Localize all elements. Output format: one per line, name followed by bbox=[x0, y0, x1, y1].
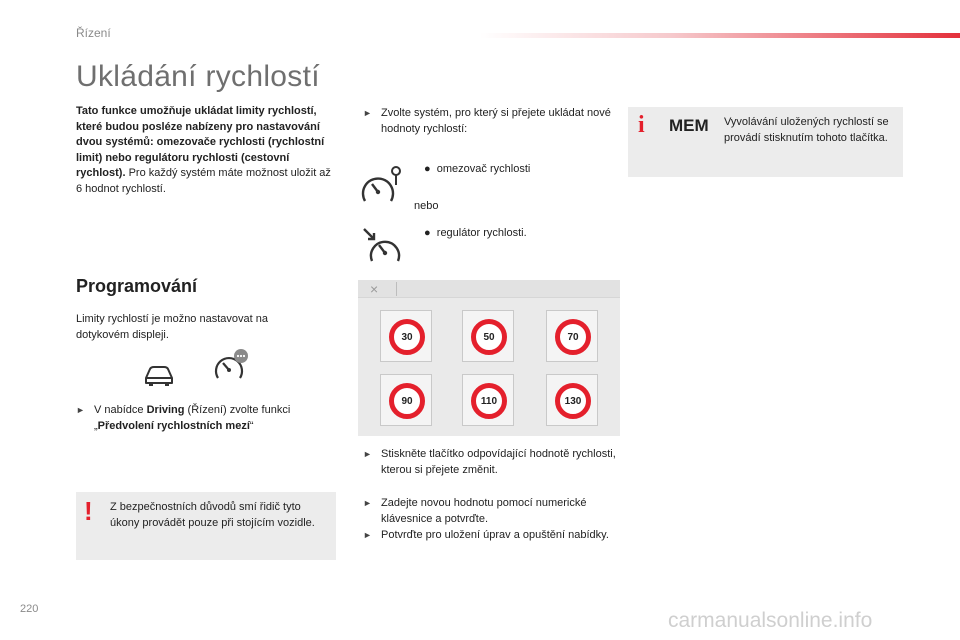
page-number: 220 bbox=[20, 603, 39, 615]
speed-sign-icon bbox=[471, 319, 507, 355]
page-title: Ukládání rychlostí bbox=[76, 60, 320, 93]
intro-paragraph bbox=[76, 104, 336, 198]
step-confirm bbox=[363, 528, 618, 544]
warning-text: Z bezpečnostních důvodů smí řidič tyto úkony provádět pouze při stojícím vozidle. bbox=[110, 501, 315, 529]
speed-preset-button[interactable] bbox=[380, 374, 432, 426]
car-driving-icon bbox=[142, 362, 176, 388]
intro-bold-text: Tato funkce umožňuje ukládat limity rychlostí, které budou posléze nabízeny pro nastavování dvou systémů: omezovače rychlosti (rychlostní limit) nebo regulátoru rychlosti (cestovní rychlost). bbox=[76, 105, 325, 180]
header-rule bbox=[480, 33, 960, 38]
speed-value: 70 bbox=[567, 331, 579, 343]
speed-presets-icon bbox=[212, 348, 252, 384]
section-label: Řízení bbox=[76, 26, 111, 40]
screen-toolbar bbox=[358, 280, 620, 298]
speed-preset-button[interactable] bbox=[462, 374, 514, 426]
step1-mid: (Řízení) zvolte funkci „ bbox=[94, 404, 291, 432]
step-select-text: Zvolte systém, pro který si přejete ukládat nové hodnoty rychlostí: bbox=[381, 107, 611, 135]
toolbar-divider bbox=[396, 282, 397, 296]
step-driving-menu bbox=[76, 403, 336, 434]
arrow-icon: ► bbox=[363, 498, 372, 508]
step-enter-value bbox=[363, 496, 618, 527]
warning-icon: ! bbox=[84, 496, 93, 526]
step-enter-text: Zadejte novou hodnotu pomocí numerické klávesnice a potvrďte. bbox=[381, 497, 587, 525]
option-cruise-label: regulátor rychlosti. bbox=[436, 227, 527, 239]
speed-preset-button[interactable] bbox=[462, 310, 514, 362]
speed-value: 90 bbox=[401, 395, 413, 407]
programming-heading: Programování bbox=[76, 276, 198, 296]
arrow-icon: ► bbox=[76, 405, 85, 415]
speed-sign-icon bbox=[555, 383, 591, 419]
speed-value: 130 bbox=[564, 395, 582, 407]
speed-sign-icon bbox=[389, 383, 425, 419]
speed-preset-button[interactable] bbox=[546, 374, 598, 426]
step1-function: Předvolení rychlostních mezí bbox=[97, 419, 250, 432]
info-text: Vyvolávání uložených rychlostí se provádí stisknutím tohoto tlačítka. bbox=[724, 116, 889, 144]
intro-normal-text: Pro každý systém máte možnost uložit až 6 hodnot rychlostí. bbox=[76, 167, 331, 195]
bullet-icon: ● bbox=[424, 227, 431, 239]
option-cruise bbox=[424, 227, 527, 239]
programming-text: Limity rychlostí je možno nastavovat na dotykovém displeji. bbox=[76, 313, 268, 341]
speed-value: 30 bbox=[401, 331, 413, 343]
mem-button-icon: MEM bbox=[669, 116, 709, 135]
step-press-text: Stiskněte tlačítko odpovídající hodnotě rychlosti, kterou si přejete změnit. bbox=[381, 448, 616, 476]
speed-preset-button[interactable] bbox=[546, 310, 598, 362]
step1-driving: Driving bbox=[146, 404, 185, 416]
option-limiter bbox=[424, 163, 530, 175]
arrow-icon: ► bbox=[363, 530, 372, 540]
cruise-control-icon bbox=[360, 225, 408, 265]
speed-value: 110 bbox=[480, 395, 498, 407]
or-text: nebo bbox=[414, 200, 439, 212]
safety-warning-box bbox=[76, 492, 336, 560]
step1-prefix: V nabídce bbox=[94, 404, 147, 416]
speed-sign-icon bbox=[555, 319, 591, 355]
step-press-button bbox=[363, 447, 618, 478]
close-icon[interactable]: × bbox=[370, 281, 379, 297]
speed-sign-icon bbox=[471, 383, 507, 419]
step-confirm-text: Potvrďte pro uložení úprav a opuštění nabídky. bbox=[381, 529, 609, 541]
speed-sign-icon bbox=[389, 319, 425, 355]
speed-presets-screen bbox=[358, 280, 620, 436]
speed-limiter-icon bbox=[360, 163, 408, 207]
arrow-icon: ► bbox=[363, 449, 372, 459]
bullet-icon: ● bbox=[424, 163, 431, 175]
option-limiter-label: omezovač rychlosti bbox=[436, 163, 531, 175]
watermark: carmanualsonline.info bbox=[668, 609, 873, 632]
arrow-icon: ► bbox=[363, 108, 372, 118]
speed-preset-button[interactable] bbox=[380, 310, 432, 362]
speed-value: 50 bbox=[483, 331, 495, 343]
info-box bbox=[628, 107, 903, 177]
step-select-system bbox=[363, 106, 618, 137]
info-icon: i bbox=[638, 112, 645, 138]
step1-suffix: “ bbox=[249, 419, 254, 432]
